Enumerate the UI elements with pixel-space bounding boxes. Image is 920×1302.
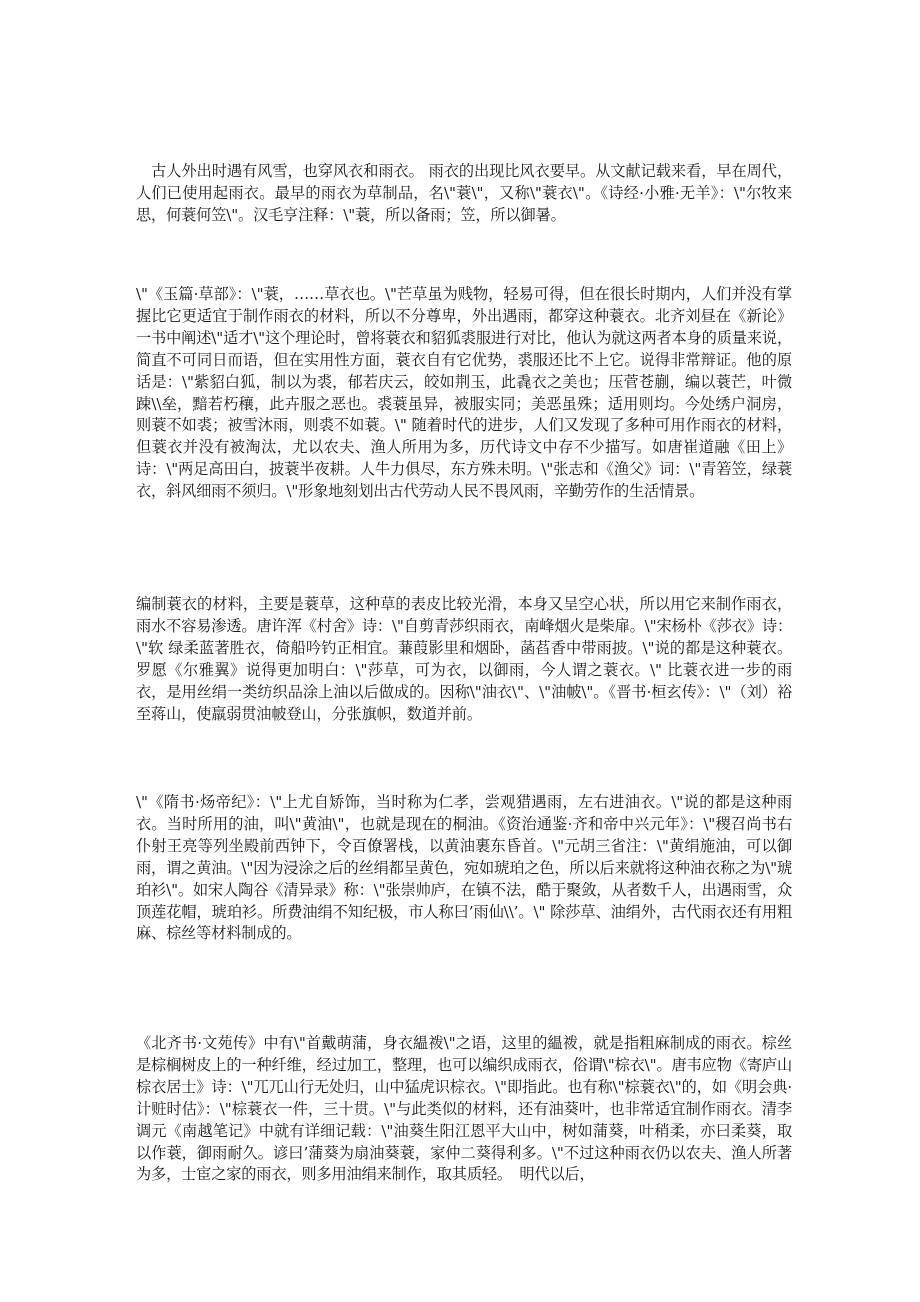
- paragraph-5: 《北齐书·文苑传》中有\"首戴萌蒲，身衣緼袯\"之语，这里的緼袯，就是指粗麻制成的雨衣。棕丝是棕榈树皮上的一种纤维，经过加工，整理，也可以编织成雨衣，俗谓\"棕衣\"。唐韦应物《寄庐山棕衣居士》诗：\"兀兀山行无处归，山中猛虎识棕衣。\"即指此。也有称\"棕蓑衣\"的，如《明会典·计赃时估》：\"棕蓑衣一件，三十贯。\"与此类似的材料，还有油葵叶，也非常适宜制作雨衣。清李调元《南越笔记》中就有详细记载：\"油葵生阳江恩平大山中，树如蒲葵，叶稍柔，亦曰柔葵，取以作蓑，御雨耐久。谚曰’蒲葵为扇油葵蓑，家仲二葵得利多。\"不过这种雨衣仍以农夫、渔人所著为多，士宦之家的雨衣，则多用油绢来制作，取其质轻。 明代以后，: [136, 1034, 792, 1184]
- paragraph-3: 编制蓑衣的材料，主要是蓑草，这种草的表皮比较光滑，本身又呈空心状，所以用它来制作雨衣，雨水不容易渗透。唐许浑《村舍》诗：\"自剪青莎织雨衣，南峰烟火是柴扉。\"宋杨朴《莎衣》诗：\"软 绿柔蓝著胜衣，倚船吟钓正相宜。蒹葭影里和烟卧，菡萏香中带雨披。\"说的都是这种蓑衣。罗愿《尔雅翼》说得更加明白：\"莎草，可为衣，以御雨，今人谓之蓑衣。\" 比蓑衣进一步的雨衣，是用丝绢一类纺织品涂上油以后做成的。因称\"油衣\"、\"油帔\"。《晋书·桓玄传》：\"（刘）裕至蒋山，使羸弱贯油帔登山，分张旗帜，数道并前。: [136, 595, 792, 723]
- paragraph-4: \"《隋书·炀帝纪》：\"上尤自矫饰，当时称为仁孝，尝观猎遇雨，左右进油衣。\"说的都是这种雨衣。当时所用的油，叫\"黄油\"，也就是现在的桐油。《资治通鉴·齐和帝中兴元年》：\"稷召尚书右仆射王亮等列坐殿前西钟下，令百僚署栈，以黄油裹东昏首。\"元胡三省注：\"黄绢施油，可以御雨，谓之黄油。\"因为浸涂之后的丝绢都呈黄色，宛如琥珀之色，所以后来就将这种油衣称之为\"琥珀衫\"。如宋人陶谷《清异录》称：\"张崇帅庐，在镇不法，酷于聚敛，从者数千人，出遇雨雪，众顶莲花帽，琥珀衫。所费油绢不知纪极，市人称曰’雨仙\\’。\" 除莎草、油绢外，古代雨衣还有用粗麻、棕丝等材料制成的。: [136, 793, 792, 943]
- paragraph-2: \"《玉篇·草部》：\"蓑，……草衣也。\"芒草虽为贱物，轻易可得，但在很长时期内，人们并没有掌握比它更适宜于制作雨衣的材料，所以不分尊卑，外出遇雨，都穿这种蓑衣。北齐刘昼在《新论》一书中阐述\"适才\"这个理论时，曾将蓑衣和貂狐裘服进行对比，他认为就这两者本身的质量来说，简直不可同日而语，但在实用性方面，蓑衣自有它优势，裘服还比不上它。说得非常辩证。他的原话是：\"紫貂白狐，制以为裘，郁若庆云，皎如荆玉，此毳衣之美也；压菅苍蒯，编以蓑芒，叶微踈\\垒，黯若朽穰，此卉服之恶也。裘蓑虽异，被服实同；美恶虽殊；适用则均。今处绣户洞房，则蓑不如裘；被雪沐雨，则裘不如蓑。\" 随着时代的进步，人们又发现了多种可用作雨衣的材料，但蓑衣并没有被淘汰，尤以农夫、渔人所用为多，历代诗文中存不少描写。如唐崔道融《田上》诗：\"两足高田白，披蓑半夜耕。人牛力俱尽，东方殊未明。\"张志和《渔父》词：\"青箬笠，绿蓑衣，斜风细雨不须归。\"形象地刻划出古代劳动人民不畏风雨，辛勤劳作的生活情景。: [136, 285, 792, 501]
- paragraph-1: 古人外出时遇有风雪，也穿风衣和雨衣。 雨衣的出现比风衣要早。从文献记载来看，早在周代，人们已使用起雨衣。最早的雨衣为草制品，名\"蓑\"，又称\"蓑衣\"。《诗经·小雅·无羊》：\"尔牧来思，何蓑何笠\"。汉毛亨注释：\"蓑，所以备雨；笠，所以御暑。: [136, 162, 792, 224]
